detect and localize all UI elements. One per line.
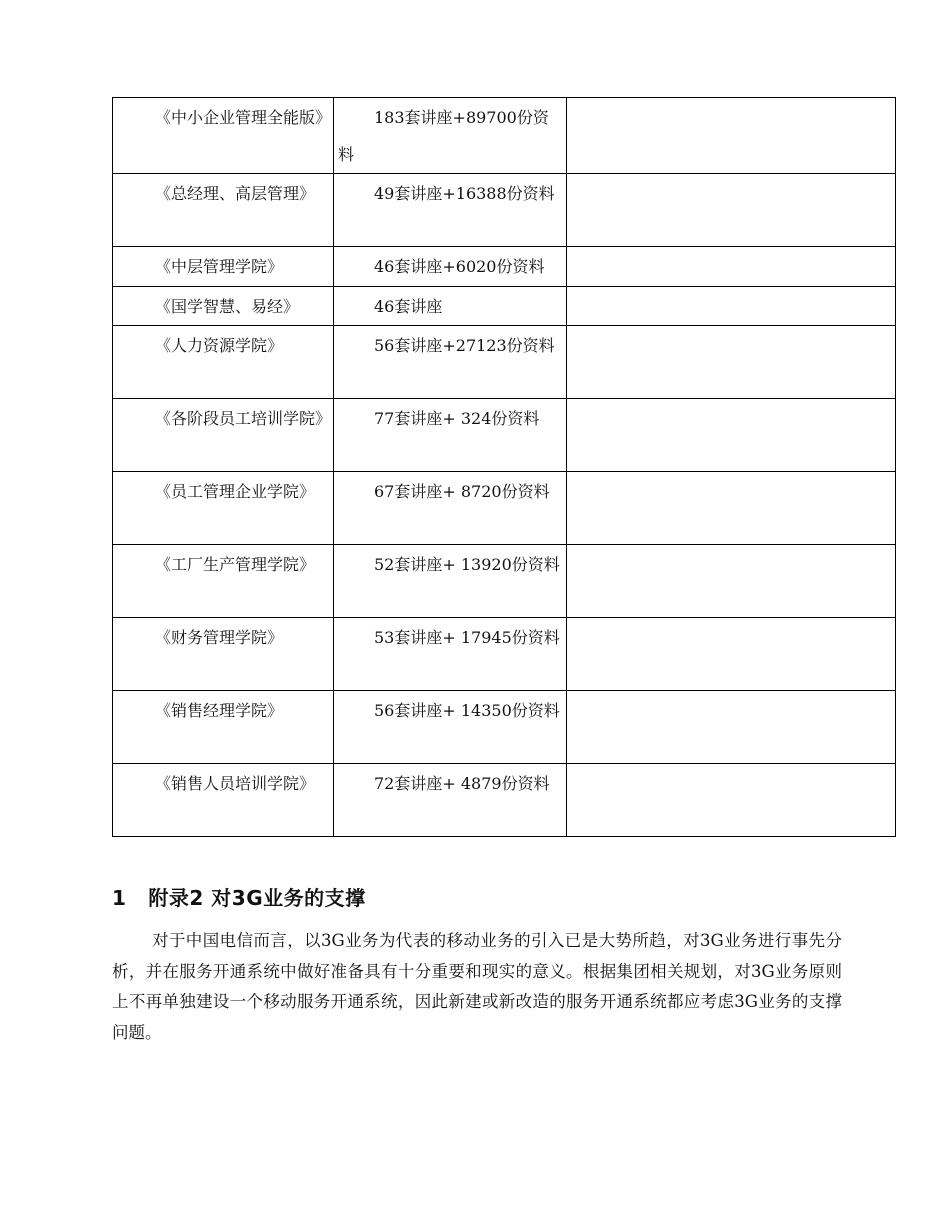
course-name-cell: 《各阶段员工培训学院》 [113,399,334,472]
course-content-cell: 49套讲座+16388份资料 [334,174,567,247]
course-content-cell: 56套讲座+ 14350份资料 [334,691,567,764]
course-note-cell [567,691,896,764]
table-row [113,326,896,399]
table-row [113,691,896,764]
table-row [113,764,896,837]
table-row [113,286,896,326]
course-note-cell [567,399,896,472]
course-name-cell: 《国学智慧、易经》 [113,286,334,326]
course-catalog-table [112,97,896,837]
course-name-cell: 《总经理、高层管理》 [113,174,334,247]
course-note-cell [567,764,896,837]
section-title: 附录2 对3G业务的支撑 [148,886,366,910]
course-content-cell: 46套讲座+6020份资料 [334,247,567,287]
course-content-cell: 72套讲座+ 4879份资料 [334,764,567,837]
course-content-cell: 56套讲座+27123份资料 [334,326,567,399]
course-note-cell [567,618,896,691]
course-note-cell [567,98,896,174]
table-row [113,247,896,287]
table-row [113,98,896,174]
course-name-cell: 《财务管理学院》 [113,618,334,691]
section-number: 1 [112,886,127,910]
course-note-cell [567,286,896,326]
table-row [113,174,896,247]
course-name-cell: 《销售人员培训学院》 [113,764,334,837]
table-row [113,618,896,691]
course-name-cell: 《员工管理企业学院》 [113,472,334,545]
section-paragraph: 对于中国电信而言，以3G业务为代表的移动业务的引入已是大势所趋，对3G业务进行事先分析，并在服务开通系统中做好准备具有十分重要和现实的意义。根据集团相关规划，对3G业务原则上不再单独建设一个移动服务开通系统，因此新建或新改造的服务开通系统都应考虑3G业务的支撑问题。 [112,931,842,1042]
section-heading [112,882,366,911]
course-note-cell [567,545,896,618]
course-name-cell: 《工厂生产管理学院》 [113,545,334,618]
course-content-cell: 53套讲座+ 17945份资料 [334,618,567,691]
course-content-cell: 67套讲座+ 8720份资料 [334,472,567,545]
course-note-cell [567,472,896,545]
course-content-cell: 77套讲座+ 324份资料 [334,399,567,472]
course-note-cell [567,326,896,399]
table-row [113,399,896,472]
table-row [113,545,896,618]
course-content-cell: 46套讲座 [334,286,567,326]
course-content-cell: 52套讲座+ 13920份资料 [334,545,567,618]
course-name-cell: 《中小企业管理全能版》 [113,98,334,174]
table-row [113,472,896,545]
course-note-cell [567,247,896,287]
course-name-cell: 《中层管理学院》 [113,247,334,287]
course-content-cell: 183套讲座+89700份资料 [334,98,567,174]
course-name-cell: 《人力资源学院》 [113,326,334,399]
course-note-cell [567,174,896,247]
course-name-cell: 《销售经理学院》 [113,691,334,764]
